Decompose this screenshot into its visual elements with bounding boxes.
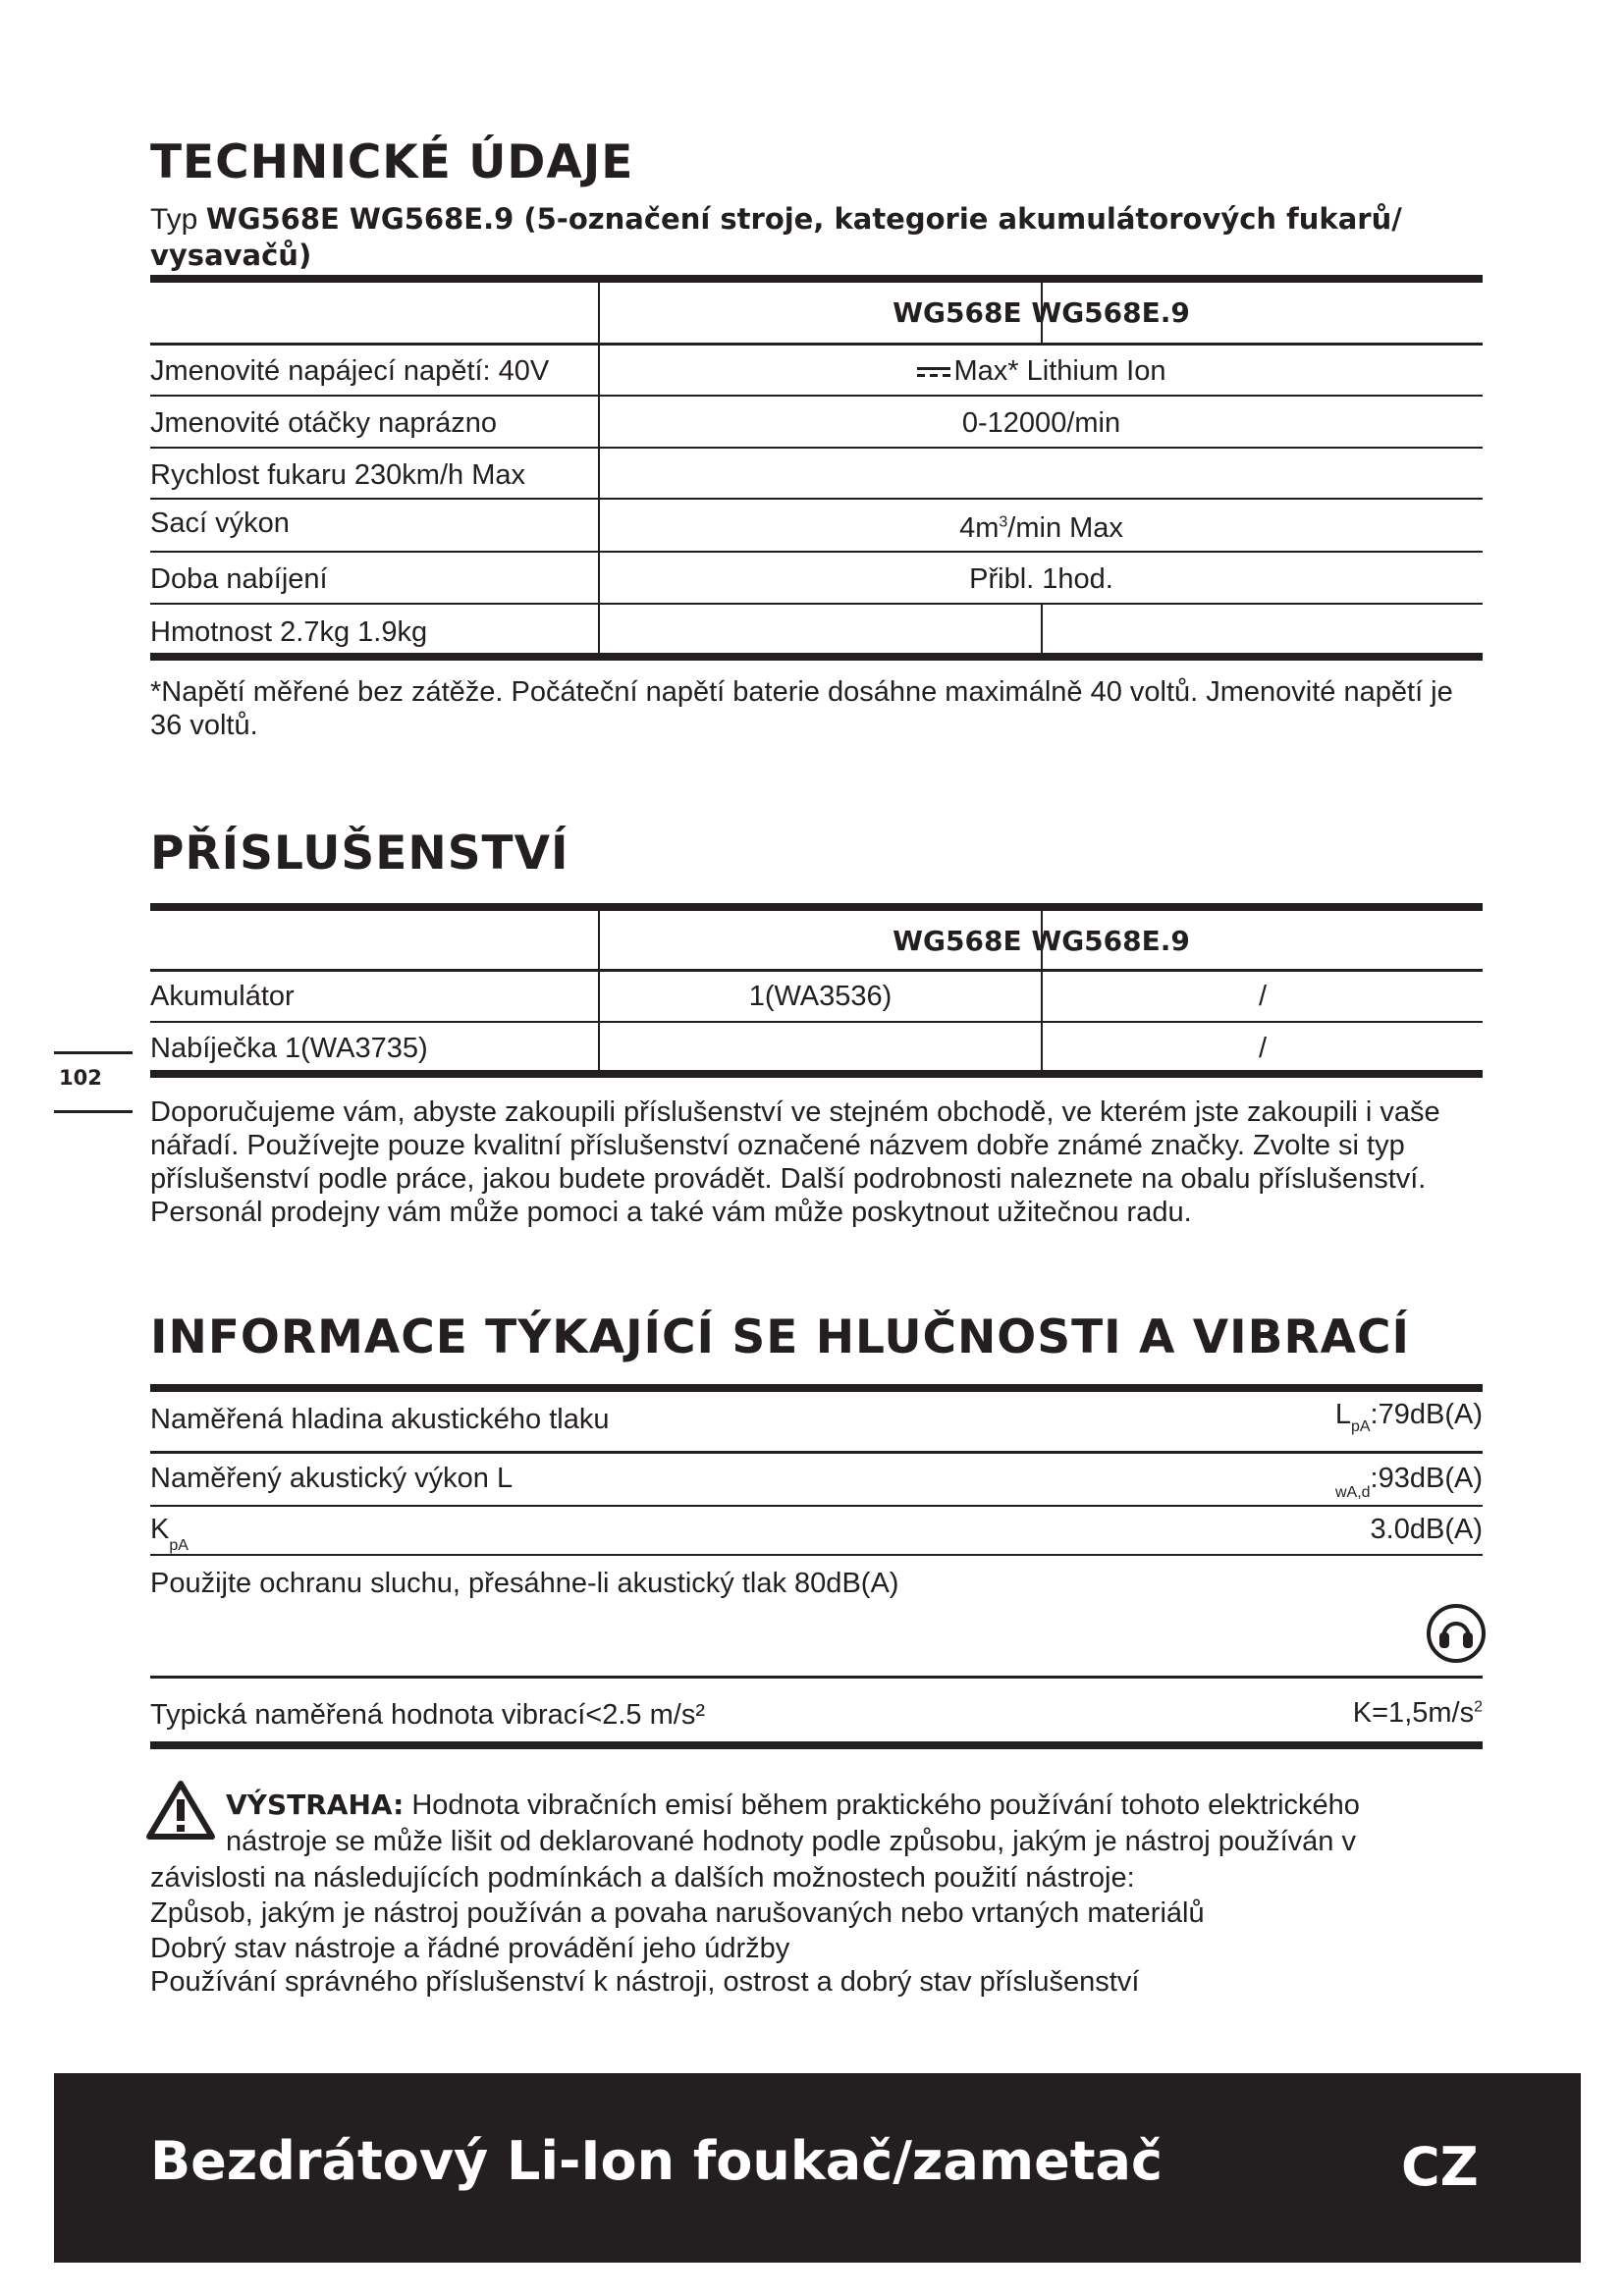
lpa-value: :79dB(A) [1370, 1399, 1483, 1430]
paragraph-line: Doporučujeme vám, abyste zakoupili příslušenství ve stejném obchodě, ve kterém jste zakoupili i vaše [150, 1096, 1440, 1128]
paragraph-line: Personál prodejny vám může pomoci a také vám může poskytnout užitečnou radu. [150, 1197, 1192, 1228]
type-bold-2: vysavačů) [150, 239, 312, 272]
tech-row-value: Přibl. 1hod. [969, 563, 1113, 595]
tech-row-label: Rychlost fukaru 230km/h Max [150, 459, 525, 491]
noise-title: INFORMACE TÝKAJÍCÍ SE HLUČNOSTI A VIBRACÍ [150, 1310, 1410, 1364]
noise-pressure-value [1080, 1398, 1483, 1444]
suction-value: 4m [959, 512, 1000, 544]
tech-row-value [600, 511, 1483, 545]
technical-header-model: WG568E WG568E.9 [893, 296, 1190, 329]
footer-title: Bezdrátový Li-Ion foukač/zametač [150, 2130, 1163, 2192]
lwa-subscript: wA,d [1334, 1484, 1371, 1501]
voltage-type: Max* Lithium Ion [953, 355, 1166, 387]
warning-label: VÝSTRAHA: [226, 1789, 405, 1821]
footer-language: CZ [1401, 2136, 1479, 2198]
noise-power-value [1080, 1462, 1483, 1510]
lpa-symbol: L [1334, 1399, 1351, 1430]
paragraph-line: nářadí. Používejte pouze kvalitní příslušenství označené názvem dobře známé značky. Zvolte si typ [150, 1130, 1405, 1161]
lwa-value: :93dB(A) [1370, 1463, 1483, 1494]
vibration-k-value [1080, 1696, 1483, 1730]
kpa-symbol: K [150, 1514, 170, 1545]
footnote-line: *Napětí měřené bez zátěže. Počáteční napětí baterie dosáhne maximálně 40 voltů. Jmenovité napětí je [150, 676, 1453, 708]
warning-text-line: závislosti na následujících podmínkách a dalších možnostech použití nástroje: [150, 1862, 1135, 1894]
acc-row-label: Nabíječka 1(WA3735) [150, 1033, 428, 1064]
page-marker-line [54, 1051, 133, 1054]
lpa-subscript: pA [1350, 1418, 1371, 1435]
tech-row-value [600, 354, 1483, 388]
tech-row-label: Jmenovité otáčky naprázno [150, 407, 498, 439]
noise-kpa-value: 3.0dB(A) [1370, 1514, 1483, 1545]
page-marker-line [54, 1110, 133, 1113]
paragraph-line: příslušenství podle práce, jakou budete provádět. Další podrobnosti naleznete na obalu příslušenství. [150, 1163, 1427, 1195]
kpa-subscript: pA [169, 1537, 189, 1554]
warning-text: Hodnota vibračních emisí během praktického používání tohoto elektrického [404, 1789, 1360, 1821]
suction-sup: 3 [999, 513, 1008, 531]
vibration-label: Typická naměřená hodnota vibrací<2.5 m/s² [150, 1699, 705, 1731]
tech-row-label: Doba nabíjení [150, 563, 328, 595]
type-bold-1: WG568E WG568E.9 (5-označení stroje, kategorie akumulátorových fukarů/ [205, 202, 1402, 236]
page-number: 102 [59, 1066, 102, 1090]
footnote-line: 36 voltů. [150, 710, 258, 741]
type-prefix: Typ [150, 203, 206, 236]
accessories-paragraph [150, 1095, 1440, 1229]
tech-row-value: 0-12000/min [961, 407, 1121, 439]
ear-protection-icon [1426, 1603, 1487, 1664]
warning-triangle-icon [145, 1780, 216, 1841]
warning-text-line: Dobrý stav nástroje a řádné provádění jeho údržby [150, 1933, 790, 1964]
accessories-title: PŘÍSLUŠENSTVÍ [150, 827, 569, 881]
acc-row-label: Akumulátor [150, 981, 295, 1012]
type-line [150, 201, 1402, 274]
k-sup: 2 [1474, 1698, 1483, 1716]
warning-text: nástroje se může lišit od deklarované hodnoty podle způsobu, jakým je nástroj používán v [226, 1826, 1356, 1857]
noise-power-label: Naměřený akustický výkon L [150, 1463, 514, 1494]
acc-row-col2: / [1258, 1033, 1268, 1064]
acc-row-col1: 1(WA3536) [748, 981, 893, 1012]
technical-footnote [150, 675, 1453, 742]
warning-text-line: Způsob, jakým je nástroj používán a povaha narušovaných nebo vrtaných materiálů [150, 1897, 1205, 1929]
noise-kpa-label [150, 1513, 189, 1563]
tech-row-label: Hmotnost 2.7kg 1.9kg [150, 616, 428, 648]
footer-bar [54, 2073, 1581, 2263]
accessories-header-model: WG568E WG568E.9 [893, 925, 1190, 957]
technical-title: TECHNICKÉ ÚDAJE [150, 135, 634, 189]
tech-row-label: Sací výkon [150, 507, 290, 539]
k-value: K=1,5m/s [1352, 1697, 1475, 1729]
warning-text [150, 1861, 1205, 1999]
warning-first-line [226, 1789, 1360, 1822]
warning-text-line: Používání správného příslušenství k nástroji, ostrost a dobrý stav příslušenství [150, 1966, 1140, 1998]
hearing-protection-label: Použijte ochranu sluchu, přesáhne-li akustický tlak 80dB(A) [150, 1568, 899, 1599]
noise-pressure-label: Naměřená hladina akustického tlaku [150, 1404, 610, 1435]
suction-unit: /min Max [1007, 512, 1123, 544]
dc-symbol-icon [917, 365, 950, 379]
tech-row-label: Jmenovité napájecí napětí: 40V [150, 355, 550, 387]
acc-row-col2: / [1258, 981, 1268, 1012]
